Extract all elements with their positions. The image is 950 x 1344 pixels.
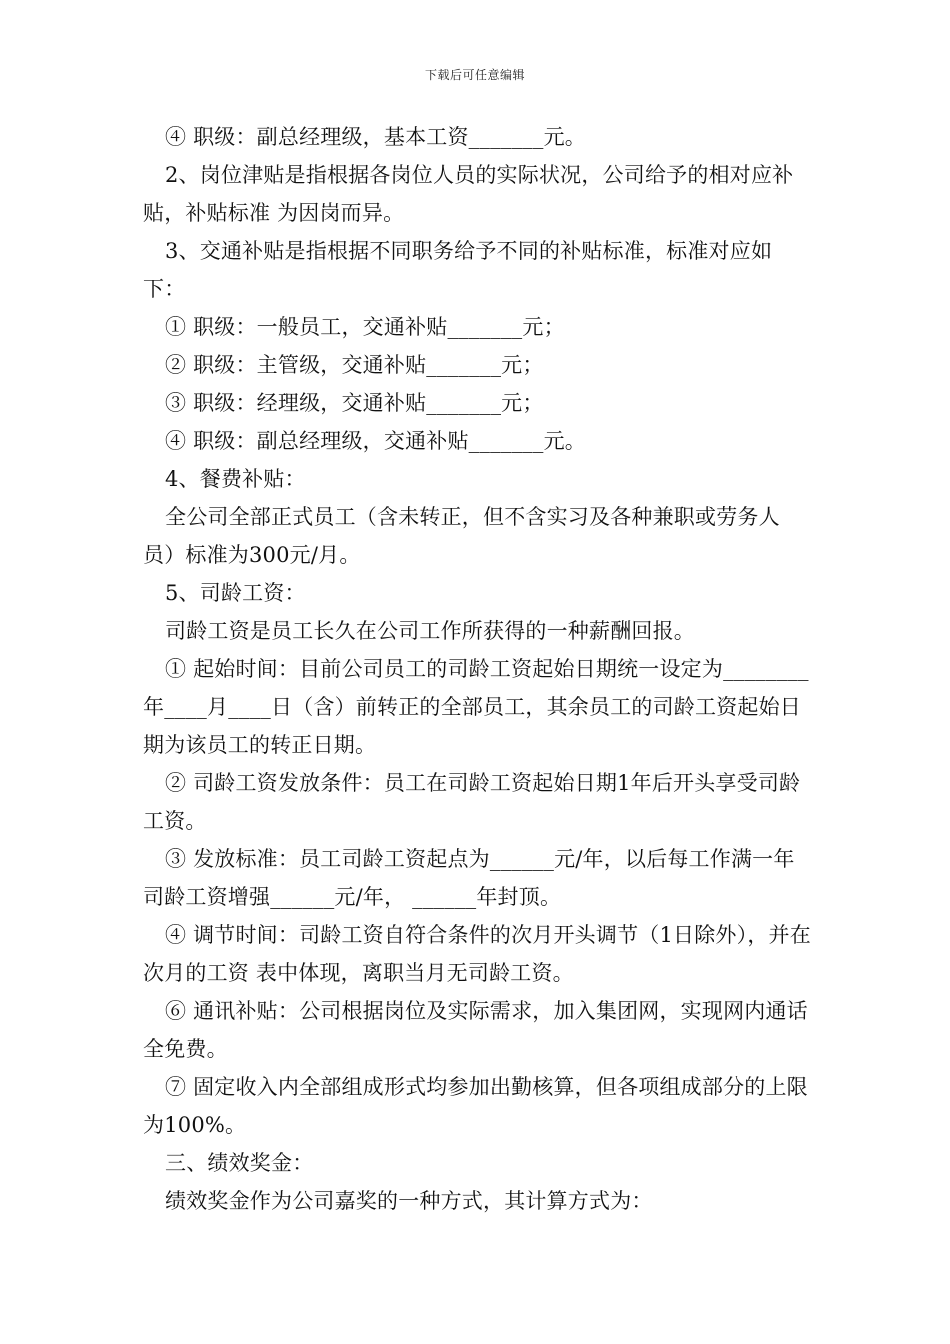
document-body xyxy=(143,118,811,1220)
paragraph-18: 三、绩效奖金： xyxy=(165,1151,314,1175)
paragraph-10: 5、司龄工资： xyxy=(165,581,306,605)
paragraph-6: ③ 职级：经理级，交通补贴_______元； xyxy=(165,391,544,415)
paragraph-4: ① 职级：一般员工，交通补贴_______元； xyxy=(165,315,565,339)
paragraph-7: ④ 职级：副总经理级，交通补贴_______元。 xyxy=(165,429,586,453)
paragraph-16: ⑥ 通讯补贴：公司根据岗位及实际需求，加入集团网，实现网内通话全免费。 xyxy=(143,999,808,1061)
paragraph-9: 全公司全部正式员工（含未转正，但不含实习及各种兼职或劳务人员）标准为300元/月。 xyxy=(143,505,780,567)
paragraph-3: 3、交通补贴是指根据不同职务给予不同的补贴标准，标准对应如下： xyxy=(143,239,773,301)
paragraph-5: ② 职级：主管级，交通补贴_______元； xyxy=(165,353,544,377)
page-header: 下载后可任意编辑 xyxy=(424,68,525,82)
paragraph-19: 绩效奖金作为公司嘉奖的一种方式，其计算方式为： xyxy=(165,1189,653,1213)
paragraph-1: ④ 职级：副总经理级，基本工资_______元。 xyxy=(165,125,586,149)
paragraph-11: 司龄工资是员工长久在公司工作所获得的一种薪酬回报。 xyxy=(165,619,695,643)
paragraph-14: ③ 发放标准：员工司龄工资起点为______元/年，以后每工作满一年司龄工资增强______元/年， ______年封顶。 xyxy=(143,847,795,909)
paragraph-13: ② 司龄工资发放条件：员工在司龄工资起始日期1年后开头享受司龄工资。 xyxy=(143,771,801,833)
paragraph-17: ⑦ 固定收入内全部组成形式均参加出勤核算，但各项组成部分的上限为100%。 xyxy=(143,1075,808,1137)
paragraph-12: ① 起始时间：目前公司员工的司龄工资起始日期统一设定为________年____月____日（含）前转正的全部员工，其余员工的司龄工资起始日期为该员工的转正日期。 xyxy=(143,657,809,757)
paragraph-8: 4、餐费补贴： xyxy=(165,467,306,491)
paragraph-2: 2、岗位津贴是指根据各岗位人员的实际状况，公司给予的相对应补贴，补贴标准 为因岗而异。 xyxy=(143,163,794,225)
paragraph-15: ④ 调节时间：司龄工资自符合条件的次月开头调节（1日除外），并在次月的工资 表中体现，离职当月无司龄工资。 xyxy=(143,923,811,985)
